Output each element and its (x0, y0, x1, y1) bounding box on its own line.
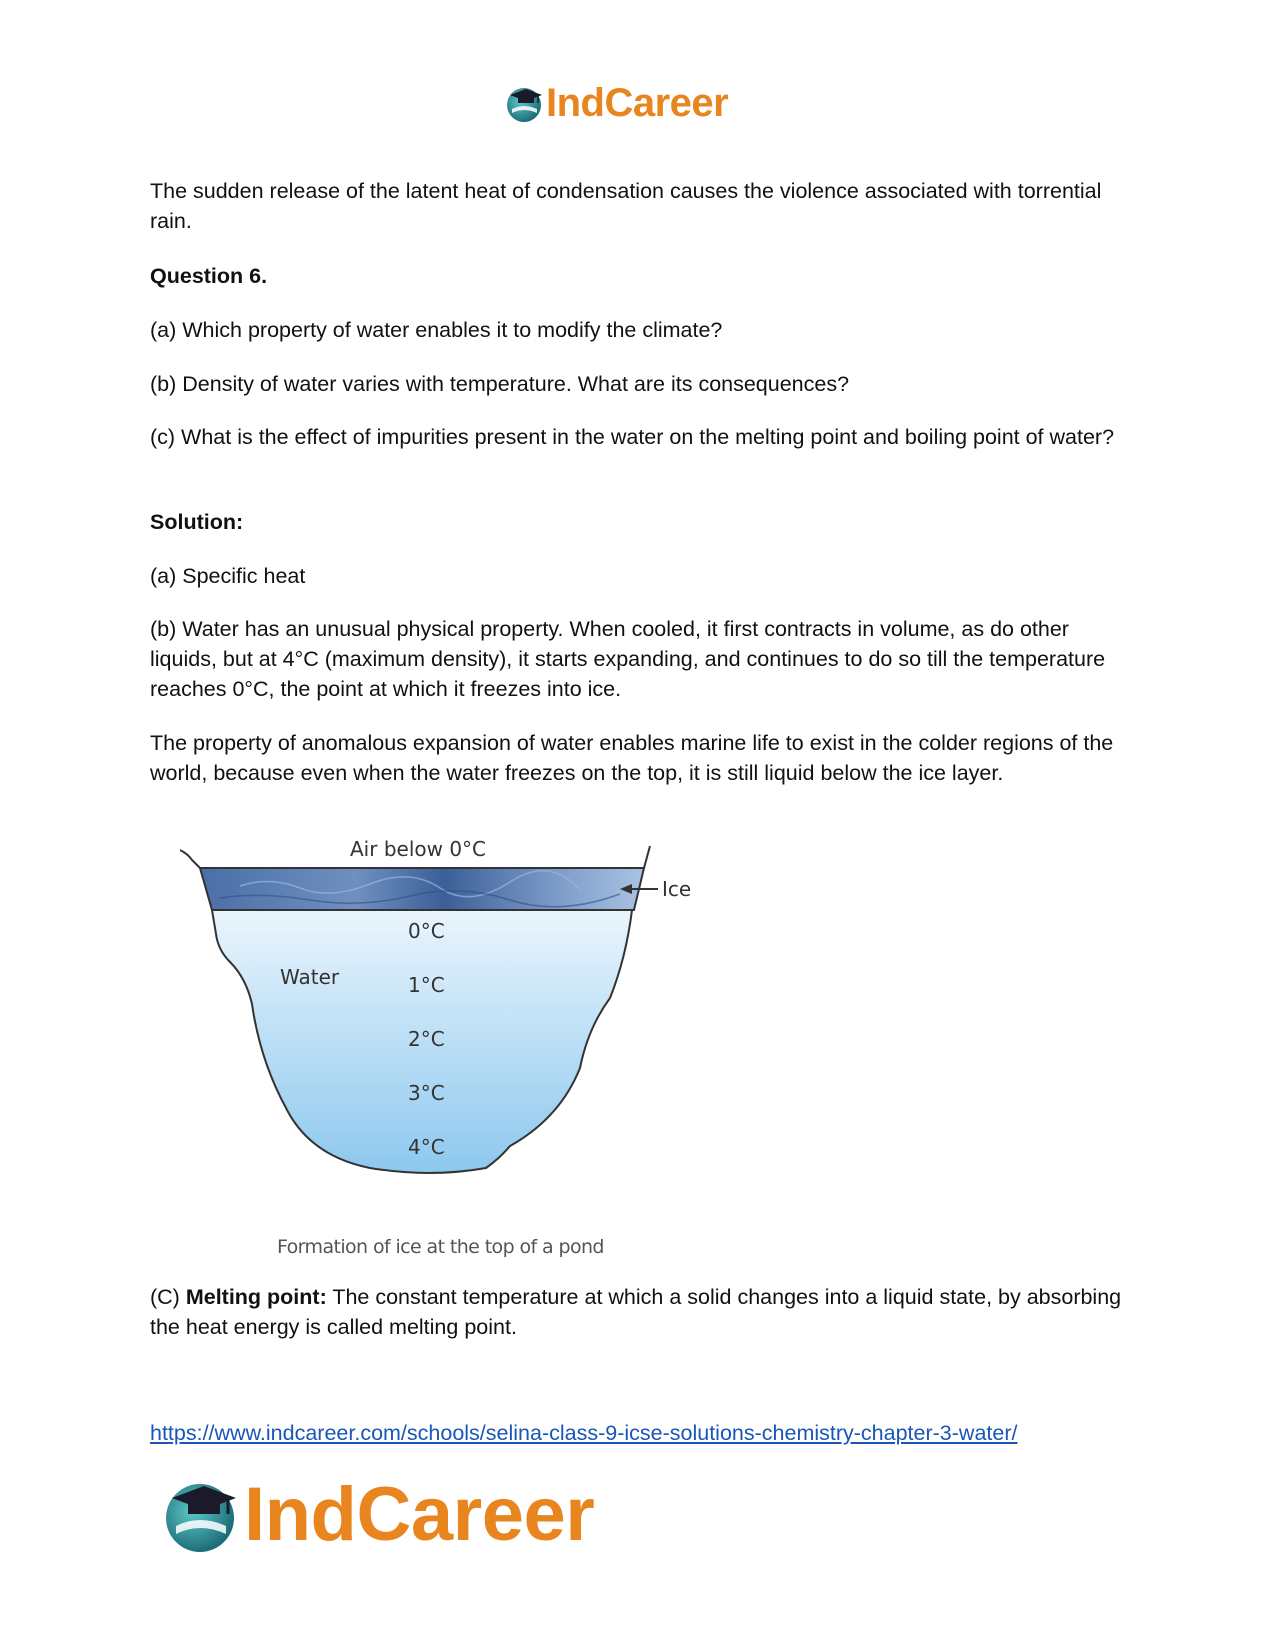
right-bank (644, 846, 650, 868)
answer-b2: The property of anomalous expansion of water enables marine life to exist in the colder regions of the world, because even when the water freezes on the top, it is still liquid below the ice layer. (150, 731, 1114, 785)
figure-caption: Formation of ice at the top of a pond (277, 1236, 604, 1258)
question-c: (c) What is the effect of impurities present in the water on the melting point and boiling point of water? (150, 425, 1115, 449)
answer-b: (b) Water has an unusual physical property. When cooled, it first contracts in volume, as do other liquids, but at 4°C (maximum density), it starts expanding, and continues to do so till the temperature reaches 0°C, the point at which it freezes into ice. (150, 617, 1106, 701)
answer-c (150, 1282, 1140, 1342)
temp-label-3: 3°C (408, 1081, 445, 1105)
logo-text: IndCareer (244, 1471, 595, 1557)
answer-c-term: Melting point: (185, 1285, 327, 1309)
header-logo (504, 80, 728, 126)
solution-heading: Solution: (150, 510, 244, 534)
graduation-cap-globe-icon (160, 1474, 240, 1554)
source-link[interactable]: https://www.indcareer.com/schools/selina-class-9-icse-solutions-chemistry-chapter-3-water/ (150, 1421, 1018, 1445)
answer-a: (a) Specific heat (150, 564, 306, 588)
answer-c-text: The constant temperature at which a solid changes into a liquid state, by absorbing the heat energy is called melting point. (150, 1285, 1122, 1339)
pond-ice-diagram (180, 838, 740, 1268)
left-bank (180, 850, 200, 868)
air-label: Air below 0°C (350, 838, 487, 861)
graduation-cap-globe-icon (504, 83, 544, 123)
question-b: (b) Density of water varies with temperature. What are its consequences? (150, 372, 850, 396)
answer-a-block (150, 561, 1140, 591)
temp-label-2: 2°C (408, 1027, 445, 1051)
question-b-block (150, 369, 1140, 399)
solution-heading-block (150, 507, 1140, 537)
question-heading-block (150, 261, 1140, 291)
question-a-block (150, 315, 1140, 345)
temp-label-0: 0°C (408, 919, 445, 943)
temp-label-1: 1°C (408, 973, 445, 997)
question-heading: Question 6. (150, 264, 268, 288)
temp-label-4: 4°C (408, 1135, 445, 1159)
intro-text: The sudden release of the latent heat of condensation causes the violence associated with torrential rain. (150, 179, 1102, 233)
answer-b-block (150, 614, 1140, 704)
intro-paragraph (150, 176, 1140, 236)
answer-c-prefix: (C) (150, 1285, 186, 1309)
footer-logo (160, 1472, 594, 1556)
answer-b2-block (150, 728, 1140, 788)
logo-text: IndCareer (546, 80, 729, 125)
answer-c-block (150, 1282, 1140, 1342)
question-c-block (150, 422, 1140, 452)
question-a: (a) Which property of water enables it to modify the climate? (150, 318, 723, 342)
ice-layer (200, 868, 644, 910)
water-label: Water (280, 965, 340, 989)
ice-label: Ice (662, 877, 692, 901)
